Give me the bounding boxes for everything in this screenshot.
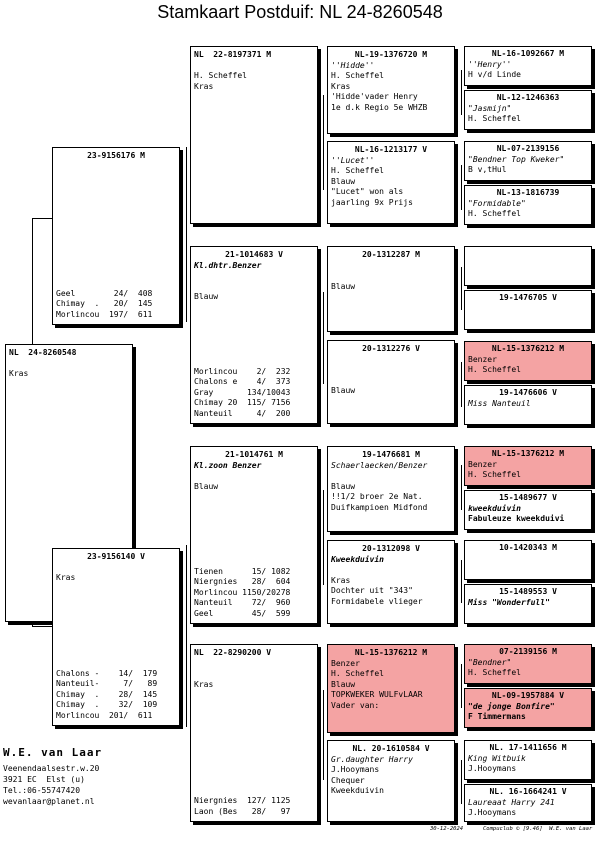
result-line: Morlincou 201/ 611: [56, 710, 153, 720]
connector-line: [186, 545, 187, 727]
pigeon-info: [9, 359, 129, 370]
pigeon-info: Benzer: [468, 459, 497, 469]
pigeon-info: !!1/2 broer 2e Nat.: [331, 492, 423, 501]
pigeon-info: Kl.dhtr.Benzer: [194, 260, 262, 270]
pigeon-info: Blauw: [331, 679, 356, 689]
great-grandparent-card-8: [327, 740, 455, 822]
pigeon-info: Benzer: [468, 354, 497, 364]
pigeon-info: [331, 261, 451, 272]
ring-number: NL. 20-1610584 V: [352, 744, 430, 753]
pigeon-info: Duifkampioen Midfond: [331, 502, 428, 512]
pigeon-info: H. Scheffel: [468, 114, 521, 123]
connector-line: [323, 690, 324, 780]
ring-number: NL-16-1213177 V: [354, 145, 428, 154]
result-line: Nanteuil- 7/ 89: [56, 679, 158, 688]
pigeon-info: Kras: [194, 679, 214, 689]
great-grandparent-card-4: [327, 340, 455, 424]
pigeon-info: Blauw: [331, 176, 356, 186]
pigeon-info: H. Scheffel: [468, 209, 521, 218]
connector-line: [323, 95, 324, 190]
ancestor-card-13: [464, 644, 592, 684]
ancestor-card-1: [464, 46, 592, 86]
connector-line: [461, 465, 462, 510]
pigeon-info: Kras: [194, 81, 214, 91]
connector-line: [461, 165, 462, 210]
pigeon-info: Kweekduivin: [331, 554, 384, 564]
pigeon-info: H. Scheffel: [468, 668, 521, 677]
ancestor-card-12: [464, 584, 592, 624]
grandparent-card-4: [190, 644, 318, 822]
ring-number: NL-16-1092667 M: [491, 49, 565, 58]
result-line: Chalons - 14/ 179: [56, 668, 158, 678]
pigeon-info: J.Hooymans: [468, 808, 517, 817]
ancestor-card-7: [464, 341, 592, 381]
pigeon-info: Blauw: [331, 386, 356, 395]
result-line: Nanteuil 72/ 960: [194, 598, 291, 607]
ancestor-card-15: [464, 740, 592, 780]
ancestor-card-9: [464, 446, 592, 486]
pigeon-info: H. Scheffel: [194, 71, 247, 80]
pigeon-info: Kl.zoon Benzer: [194, 460, 262, 470]
pigeon-info: Benzer: [331, 658, 360, 668]
ring-number: NL 22-8290200 V: [194, 648, 272, 657]
pigeon-info: F Timmermans: [468, 712, 526, 721]
result-line: Niergnies 28/ 604: [194, 577, 291, 586]
pigeon-info: "Bendner Top Kweker": [468, 154, 565, 164]
pigeon-info: Miss Nanteuil: [468, 398, 531, 408]
pigeon-info: ''Lucet'': [331, 155, 375, 165]
result-line: Tienen 15/ 1082: [194, 566, 291, 576]
result-line: Chalons e 4/ 373: [194, 377, 291, 386]
pigeon-info: J.Hooymans: [468, 764, 517, 773]
connector-line: [461, 362, 462, 407]
result-line: Niergnies 127/ 1125: [194, 796, 291, 805]
grandparent-card-3: [190, 446, 318, 624]
result-line: Chimay 20 115/ 7156: [194, 398, 291, 407]
pigeon-info: "Jasmijn": [468, 103, 512, 113]
ring-number: NL. 17-1411656 M: [489, 743, 567, 752]
pigeon-info: King Witbuik: [468, 753, 526, 763]
pigeon-info: Kweekduivin: [331, 786, 384, 795]
grandparent-card-2: [190, 246, 318, 424]
ring-number: 20-1312098 V: [362, 544, 420, 553]
ring-number: 21-1014761 M: [225, 450, 283, 459]
owner-phone: Tel.:06-55747420: [3, 786, 81, 795]
result-line: Geel 45/ 599: [194, 608, 291, 618]
ring-number: NL 22-8197371 M: [194, 50, 272, 59]
result-line: Chimay . 28/ 145: [56, 689, 158, 699]
ring-number: 20-1312276 V: [362, 344, 420, 353]
pigeon-info: [331, 365, 451, 376]
connector-line: [186, 147, 187, 322]
ring-number: NL-15-1376212 M: [354, 648, 428, 657]
ancestor-card-5: [464, 246, 592, 286]
grandparent-card-1: [190, 46, 318, 224]
ancestor-card-14: [464, 688, 592, 728]
pigeon-info: [194, 471, 314, 482]
ancestor-card-11: [464, 540, 592, 580]
pigeon-info: B v,tHul: [468, 165, 507, 174]
ring-number: 19-1476606 V: [499, 388, 557, 397]
pigeon-info: [194, 271, 314, 282]
ancestor-card-2: [464, 90, 592, 130]
pigeon-info: Kras: [331, 575, 351, 585]
result-line: Chimay . 32/ 109: [56, 700, 158, 709]
ancestor-card-3: [464, 141, 592, 181]
great-grandparent-card-2: [327, 141, 455, 224]
ring-number: 19-1476705 V: [499, 293, 557, 302]
great-grandparent-card-1: [327, 46, 455, 134]
pigeon-info: Kras: [331, 81, 351, 91]
pigeon-info: Blauw: [194, 481, 219, 491]
pigeon-info: Laureaat Harry 241: [468, 797, 555, 807]
connector-line: [461, 70, 462, 115]
pigeon-info: jaarling 9x Prijs: [331, 197, 413, 207]
ancestor-card-10: [464, 490, 592, 530]
pigeon-info: Vader van:: [331, 700, 380, 710]
page-title: Stamkaart Postduif: NL 24-8260548: [157, 2, 443, 22]
pigeon-info: [331, 376, 451, 387]
ring-number: 23-9156176 M: [87, 151, 145, 160]
pigeon-info: Dochter uit "343": [331, 586, 413, 595]
result-line: Morlincou 197/ 611: [56, 309, 153, 319]
pigeon-info: ''Henry'': [468, 59, 512, 69]
pigeon-info: H. Scheffel: [468, 365, 521, 374]
ring-number: 21-1014683 V: [225, 250, 283, 259]
connector-line: [323, 490, 324, 585]
pigeon-info: Blauw: [194, 292, 219, 301]
pigeon-info: "de jonge Bonfire": [468, 701, 555, 711]
ring-number: NL. 16-1664241 V: [489, 787, 567, 796]
pigeon-info: H. Scheffel: [331, 166, 384, 175]
connector-line: [461, 760, 462, 804]
pigeon-info: [194, 669, 314, 680]
footer-credit: 30-12-2024 Compuclub © [9.46] W.E. van Laar: [430, 826, 593, 832]
pigeon-info: [194, 61, 314, 72]
sire-card: [52, 147, 180, 325]
ring-number: 15-1489553 V: [499, 587, 557, 596]
ancestor-card-16: [464, 784, 592, 822]
pigeon-info: Formidabele vlieger: [331, 596, 423, 606]
pigeon-info: Blauw: [331, 481, 356, 491]
ring-number: NL-15-1376212 M: [491, 449, 565, 458]
dam-card: [52, 548, 180, 726]
owner-name: W.E. van Laar: [3, 746, 103, 759]
ring-number: 23-9156140 V: [87, 552, 145, 561]
pigeon-info: H. Scheffel: [331, 71, 384, 80]
owner-email: wevanlaar@planet.nl: [3, 797, 95, 806]
result-line: Nanteuil 4/ 200: [194, 408, 291, 418]
pigeon-info: H v/d Linde: [468, 70, 521, 79]
owner-address: Veenendaalsestr.w.20: [3, 764, 100, 773]
pigeon-info: 1e d.k Regio 5e WHZB: [331, 102, 428, 112]
pigeon-info: Blauw: [331, 281, 356, 291]
pigeon-info: 'Hidde'vader Henry: [331, 92, 418, 101]
connector-line: [461, 560, 462, 603]
pigeon-info: H. Scheffel: [331, 669, 384, 678]
ring-number: NL-13-1816739: [496, 188, 560, 197]
ring-number: NL-15-1376212 M: [491, 344, 565, 353]
pigeon-info: Kras: [9, 369, 29, 378]
pigeon-info: Schaerlaecken/Benzer: [331, 460, 428, 470]
ancestor-card-6: [464, 290, 592, 330]
ring-number: NL-12-1246363: [496, 93, 560, 102]
pigeon-info: [331, 471, 451, 482]
pigeon-info: Fabuleuze kweekduivi: [468, 514, 565, 523]
ring-number: 15-1489677 V: [499, 493, 557, 502]
result-line: Morlincou 1150/20278: [194, 587, 291, 597]
ancestor-card-8: [464, 385, 592, 425]
ring-number: 07-2139156 M: [499, 647, 557, 656]
ancestor-card-4: [464, 185, 592, 225]
pigeon-info: J.Hooymans: [331, 765, 380, 774]
pigeon-info: Gr.daughter Harry: [331, 754, 413, 764]
ring-number: 10-1420343 M: [499, 543, 557, 552]
ring-number: 19-1476681 M: [362, 450, 420, 459]
great-grandparent-card-5: [327, 446, 455, 532]
result-line: Gray 134/10043: [194, 387, 291, 397]
result-line: Morlincou 2/ 232: [194, 366, 291, 376]
pigeon-info: H. Scheffel: [468, 470, 521, 479]
pigeon-info: ''Hidde'': [331, 60, 375, 70]
owner-block: [3, 746, 102, 807]
ring-number: NL-09-1957884 V: [491, 691, 565, 700]
owner-city: 3921 EC Elst (u): [3, 775, 85, 784]
pigeon-info: [331, 565, 451, 576]
ring-number: NL-19-1376720 M: [354, 50, 428, 59]
pigeon-info: "Lucet" won als: [331, 187, 404, 196]
pigeon-info: [331, 355, 451, 366]
connector-line: [461, 267, 462, 310]
result-line: Geel 24/ 408: [56, 288, 153, 298]
pigeon-info: [331, 271, 451, 282]
connector-line: [461, 664, 462, 708]
great-grandparent-card-3: [327, 246, 455, 332]
pigeon-info: TOPKWEKER WULFvLAAR: [331, 690, 423, 699]
pigeon-info: "Formidable": [468, 198, 526, 208]
connector-line: [32, 626, 52, 627]
pigeon-info: "Bendner": [468, 657, 512, 667]
ring-number: 20-1312287 M: [362, 250, 420, 259]
connector-line: [32, 218, 52, 219]
pigeon-info: Kras: [56, 573, 76, 582]
great-grandparent-card-6: [327, 540, 455, 624]
ring-number: NL-07-2139156: [496, 144, 560, 153]
connector-line: [323, 292, 324, 384]
pigeon-info: [194, 659, 314, 670]
pigeon-info: [56, 563, 176, 574]
pigeon-info: Miss "Wonderfull": [468, 597, 550, 607]
result-line: Laon (Bes 28/ 97: [194, 806, 291, 816]
ring-number: NL 24-8260548: [9, 348, 77, 357]
great-grandparent-card-7: [327, 644, 455, 733]
pigeon-info: [194, 282, 314, 293]
result-line: Chimay . 20/ 145: [56, 299, 153, 308]
pigeon-info: kweekduivin: [468, 503, 521, 513]
pigeon-info: Chequer: [331, 775, 365, 785]
